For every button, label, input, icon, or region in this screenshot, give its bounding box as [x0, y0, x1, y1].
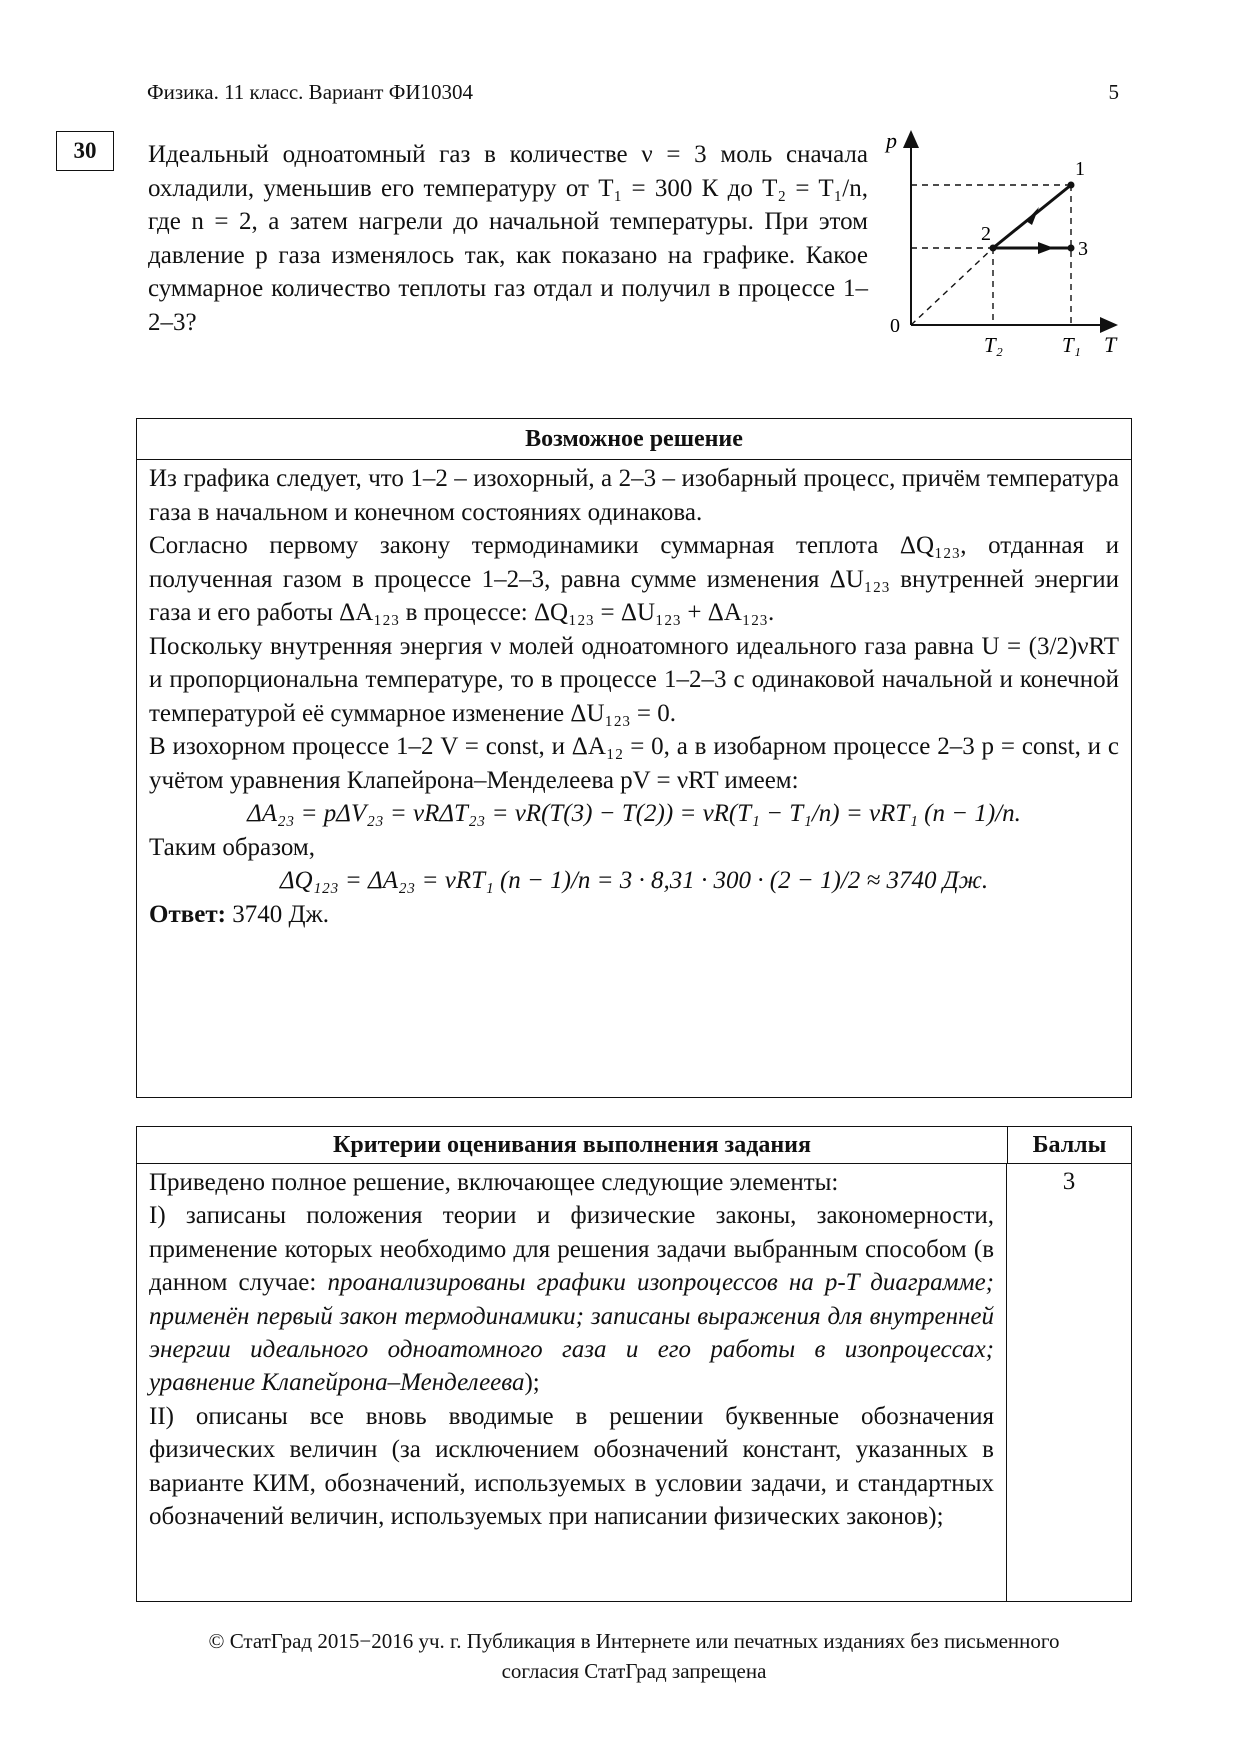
arrow-2-3-icon [1038, 242, 1054, 254]
guide-dashed-line-origin [911, 248, 993, 325]
criteria-cell [137, 1164, 1007, 1602]
criteria-header-row [137, 1127, 1131, 1164]
task-text: Идеальный одноатомный газ в количестве ν = 3 моль сначала охладили, уменьшив его температуру от T₁ = 300 К до T₂ = T₁/n, где n = 2, а затем нагрели до начальной температуры. При этом давление p газа изменялось так, как показано на графике. Какое суммарное количество теплоты газ отдал и получил в процессе 1–2–3? [148, 141, 868, 336]
criteria-item-2: II) описаны все вновь вводимые в решении буквенные обозначения физических величин (за исключением обозначений констант, указанных в варианте КИМ, обозначений, используемых в условии задачи, и стандартных обозначений величин, используемых при написании физических законов); [149, 1402, 994, 1531]
formula-work-23: ΔA₂₃ = pΔV₂₃ = νRΔT₂₃ = νR(T(3) − T(2)) = νR(T₁ − T₁/n) = νRT₁ (n − 1)/n. [247, 800, 1021, 827]
criteria-item-1-italic: проанализированы графики изопроцессов на p-T диаграмме; применён первый закон термодинамики; записаны выражения для внутренней энергии идеального одноатомного газа и его работы в изопроцессах; уравнение Клапейрона–Менделеева [149, 1269, 994, 1397]
task-number: 30 [73, 138, 97, 163]
footer-line-1: © СтатГрад 2015−2016 уч. г. Публикация в Интернете или печатных изданиях без письменного [208, 1629, 1060, 1653]
solution-paragraph-1: Из графика следует, что 1–2 – изохорный, а 2–3 – изобарный процесс, причём температура газа в начальном и конечном состояниях одинакова. [149, 465, 1119, 526]
criteria-item-1-end: ); [524, 1369, 540, 1397]
point-2-dot [990, 245, 997, 252]
criteria-item-1-start: I) записаны положения теории и физические законы, закономерности, применение которых необходимо для решения задачи выбранным способом (в данном случае: [149, 1202, 994, 1297]
copyright-footer [136, 1626, 1132, 1686]
footer-line-2: согласия СтатГрад запрещена [501, 1659, 767, 1683]
solution-body [137, 460, 1131, 931]
arrow-1-2-icon [1026, 207, 1039, 225]
task-number-box [56, 131, 114, 171]
axis-p-label: p [886, 130, 897, 153]
solution-paragraph-3: Поскольку внутренняя энергия ν молей одноатомного идеального газа равна U = (3/2)νRT и пропорциональна температуре, то в процессе 1–2–3 с одинаковой начальной и конечной температурой её суммарное изменение ΔU₁₂₃ = 0. [149, 632, 1119, 727]
tick-T1-label: T₁ [1062, 333, 1081, 357]
solution-heading: Возможное решение [137, 419, 1131, 460]
solution-box [136, 418, 1132, 1098]
points-column-header: Баллы [1032, 1132, 1107, 1158]
p-T-graph [878, 130, 1128, 365]
tick-T2-label: T₂ [984, 333, 1003, 357]
solution-paragraph-5: Таким образом, [149, 833, 315, 861]
point-3-label: 3 [1078, 238, 1088, 260]
answer-line [149, 898, 1119, 932]
criteria-column-header: Критерии оценивания выполнения задания [137, 1127, 1008, 1163]
page-header [147, 80, 1119, 105]
origin-label: 0 [890, 315, 900, 337]
point-2-label: 2 [981, 223, 991, 245]
formula-total-heat: ΔQ₁₂₃ = ΔA₂₃ = νRT₁ (n − 1)/n = 3 · 8,31 · 300 · (2 − 1)/2 ≈ 3740 Дж. [279, 867, 989, 894]
axis-T-label: T [1104, 332, 1117, 357]
points-cell: 3 [1062, 1168, 1076, 1195]
header-title: Физика. 11 класс. Вариант ФИ10304 [147, 80, 473, 104]
task-statement [148, 138, 868, 340]
point-3-dot [1068, 245, 1075, 252]
answer-label: Ответ: [149, 900, 226, 928]
point-1-dot [1068, 182, 1075, 189]
point-1-label: 1 [1075, 158, 1085, 180]
page-number: 5 [1108, 80, 1119, 104]
criteria-row [137, 1164, 1131, 1602]
criteria-item-1 [149, 1199, 994, 1399]
solution-paragraph-2: Согласно первому закону термодинамики суммарная теплота ΔQ₁₂₃, отданная и полученная газом в процессе 1–2–3, равна сумме изменения ΔU₁₂₃ внутренней энергии газа и его работы ΔA₁₂₃ в процессе: ΔQ₁₂₃ = ΔU₁₂₃ + ΔA₁₂₃. [149, 532, 1119, 626]
criteria-intro: Приведено полное решение, включающее следующие элементы: [149, 1169, 839, 1196]
criteria-table [136, 1126, 1132, 1602]
answer-value: 3740 Дж. [232, 900, 330, 928]
solution-paragraph-4: В изохорном процессе 1–2 V = const, и ΔA₁₂ = 0, а в изобарном процессе 2–3 p = const, и с учётом уравнения Клапейрона–Менделеева pV = νRT имеем: [149, 733, 1119, 794]
